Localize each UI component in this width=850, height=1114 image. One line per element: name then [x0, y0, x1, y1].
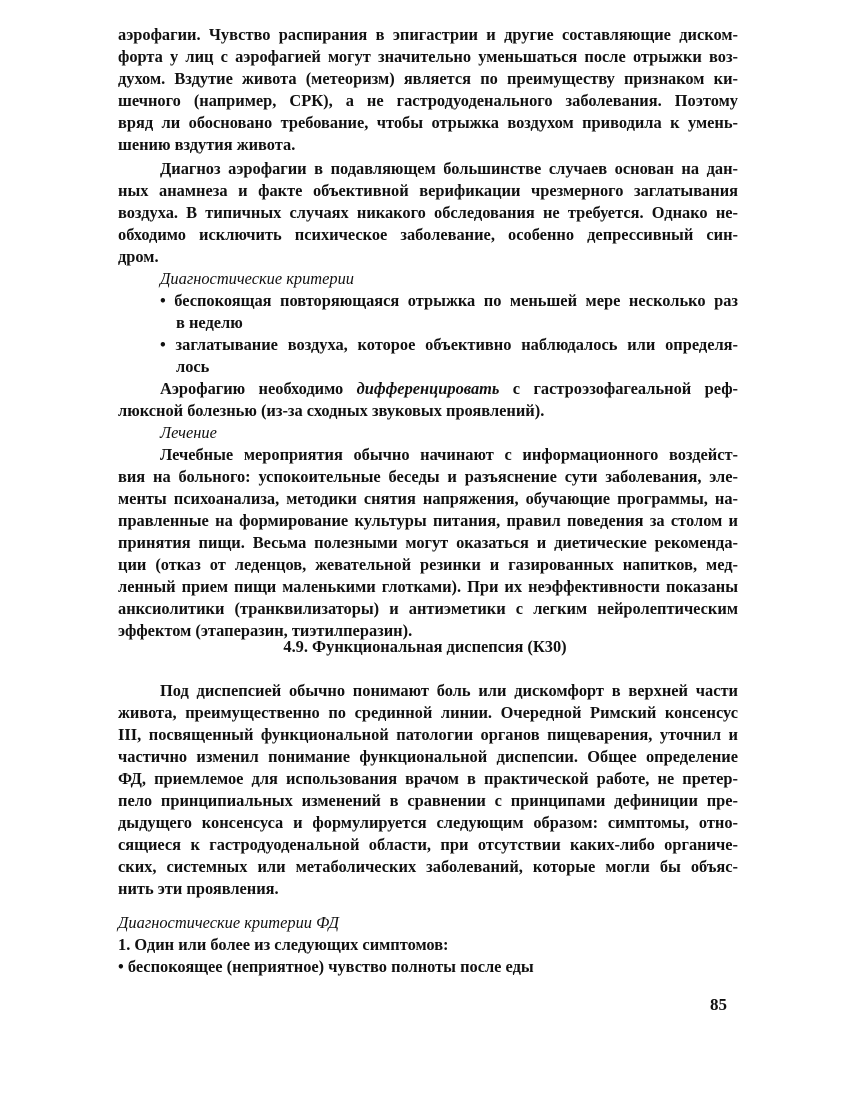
emphasis-text: дифференцировать	[356, 379, 500, 398]
text-line: принятия пищи. Весьма полезными могут оказаться и диетические рекоменда-	[118, 533, 738, 552]
criteria-item: 1. Один или более из следующих симптомов:	[118, 935, 449, 954]
text-line: частично изменил понимание функциональной диспепсии. Общее определение	[118, 747, 738, 766]
text-line: пело принципиальных изменений в сравнении с принципами дефиниции пре-	[118, 791, 738, 810]
criteria-item: • беспокоящее (неприятное) чувство полноты после еды	[118, 957, 534, 976]
text-line: шению вздутия живота.	[118, 135, 296, 154]
bullet-item-continuation: лось	[176, 357, 210, 376]
section-subheading: Лечение	[160, 423, 217, 442]
text-line: Лечебные мероприятия обычно начинают с информационного воздейст-	[160, 445, 738, 464]
text-line: ции (отказ от леденцов, жевательной резинки и газированных напитков, мед-	[118, 555, 738, 574]
text-line: анксиолитики (транквилизаторы) и антиэметики с легким нейролептическим	[118, 599, 738, 618]
text-line: шечного (например, СРК), а не гастродуоденального заболевания. Поэтому	[118, 91, 738, 110]
text-line: дыдущего консенсуса и формулируется следующим образом: симптомы, отно-	[118, 813, 738, 832]
text-fragment: с гастроэзофагеальной реф-	[499, 379, 738, 398]
text-line: ных анамнеза и факте объективной верификации чрезмерного заглатывания	[118, 181, 738, 200]
text-line: сящиеся к гастродуоденальной области, при отсутствии каких-либо органиче-	[118, 835, 738, 854]
text-line: обходимо исключить психическое заболевание, особенно депрессивный син-	[118, 225, 738, 244]
text-line: эффектом (этаперазин, тиэтилперазин).	[118, 621, 413, 640]
bullet-item: • беспокоящая повторяющаяся отрыжка по меньшей мере несколько раз	[160, 291, 738, 310]
bullet-item: • заглатывание воздуха, которое объективно наблюдалось или определя-	[160, 335, 738, 354]
text-line: вряд ли обосновано требование, чтобы отрыжка воздухом приводила к умень-	[118, 113, 738, 132]
page-number: 85	[710, 995, 727, 1014]
text-line: Диагноз аэрофагии в подавляющем большинстве случаев основан на дан-	[160, 159, 738, 178]
text-line: дром.	[118, 247, 159, 266]
text-line: форта у лиц с аэрофагией могут значительно уменьшаться после отрыжки воз-	[118, 47, 738, 66]
text-line: вия на больного: успокоительные беседы и разъяснение сути заболевания, эле-	[118, 467, 738, 486]
text-line	[160, 378, 738, 400]
text-line: люксной болезнью (из-за сходных звуковых проявлений).	[118, 401, 545, 420]
text-line: ФД, приемлемое для использования врачом в практической работе, не претер-	[118, 769, 738, 788]
text-line: менты психоанализа, методики снятия напряжения, обучающие программы, на-	[118, 489, 738, 508]
text-line: Под диспепсией обычно понимают боль или дискомфорт в верхней части	[160, 681, 738, 700]
text-line: живота, преимущественно по срединной линии. Очередной Римский консенсус	[118, 703, 738, 722]
text-line: ленный прием пищи маленькими глотками). При их неэффективности показаны	[118, 577, 738, 596]
text-line: духом. Вздутие живота (метеоризм) является по преимуществу признаком ки-	[118, 69, 738, 88]
text-line: ских, системных или метаболических заболеваний, которые могли бы объяс-	[118, 857, 738, 876]
bullet-item-continuation: в неделю	[176, 313, 243, 332]
text-line: правленные на формирование культуры питания, правил поведения за столом и	[118, 511, 738, 530]
section-subheading: Диагностические критерии	[160, 269, 354, 288]
text-line: воздуха. В типичных случаях никакого обследования не требуется. Однако не-	[118, 203, 738, 222]
text-line: аэрофагии. Чувство распирания в эпигастрии и другие составляющие диском-	[118, 25, 738, 44]
section-heading: 4.9. Функциональная диспепсия (К30)	[283, 637, 567, 656]
text-line: нить эти проявления.	[118, 879, 279, 898]
text-fragment: Аэрофагию необходимо	[160, 379, 357, 398]
text-line: III, посвященный функциональной патологии органов пищеварения, уточнил и	[118, 725, 738, 744]
criteria-title: Диагностические критерии ФД	[118, 913, 339, 932]
